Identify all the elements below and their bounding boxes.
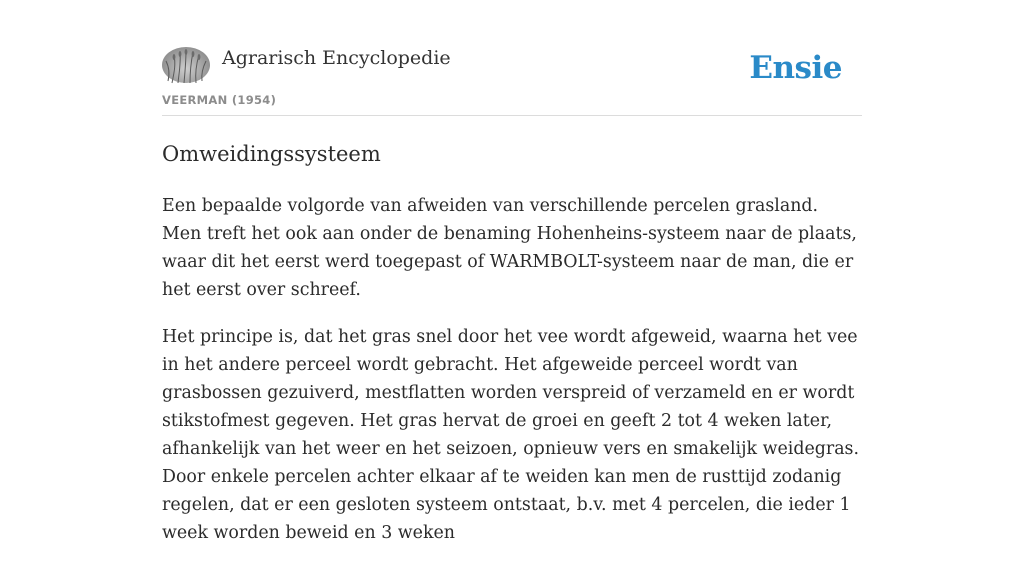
article-title: Omweidingssysteem <box>162 142 381 166</box>
header <box>162 0 862 116</box>
wheat-logo-icon[interactable] <box>162 47 210 83</box>
content-container <box>162 0 862 543</box>
article-paragraph: Het principe is, dat het gras snel door het vee wordt afgeweid, waarna het vee in het andere perceel wordt gebracht. Het afgeweide perceel wordt van grasbossen gezuiverd, mestflatten worden verspreid of verzameld en er wordt stikstofmest gegeven. Het gras hervat de groei en geeft 2 tot 4 weken later, afhankelijk van het weer en het seizoen, opnieuw vers en smakelijk weidegras. Door enkele percelen achter elkaar af te weiden kan men de rusttijd zodanig regelen, dat er een gesloten systeem ontstaat, b.v. met 4 percelen, die ieder 1 week worden beweid en 3 weken <box>162 327 860 543</box>
article-body <box>162 192 862 566</box>
brand-logo[interactable]: Ensie <box>749 50 842 86</box>
article-paragraph: Een bepaalde volgorde van afweiden van verschillende percelen grasland. Men treft het ook aan onder de benaming Hohenheins-systeem naar de plaats, waar dit het eerst werd toegepast of WARMBOLT-systeem naar de man, die er het eerst over schreef. <box>162 196 857 300</box>
source-label: VEERMAN (1954) <box>162 93 277 107</box>
encyclopedia-title[interactable]: Agrarisch Encyclopedie <box>222 47 451 69</box>
